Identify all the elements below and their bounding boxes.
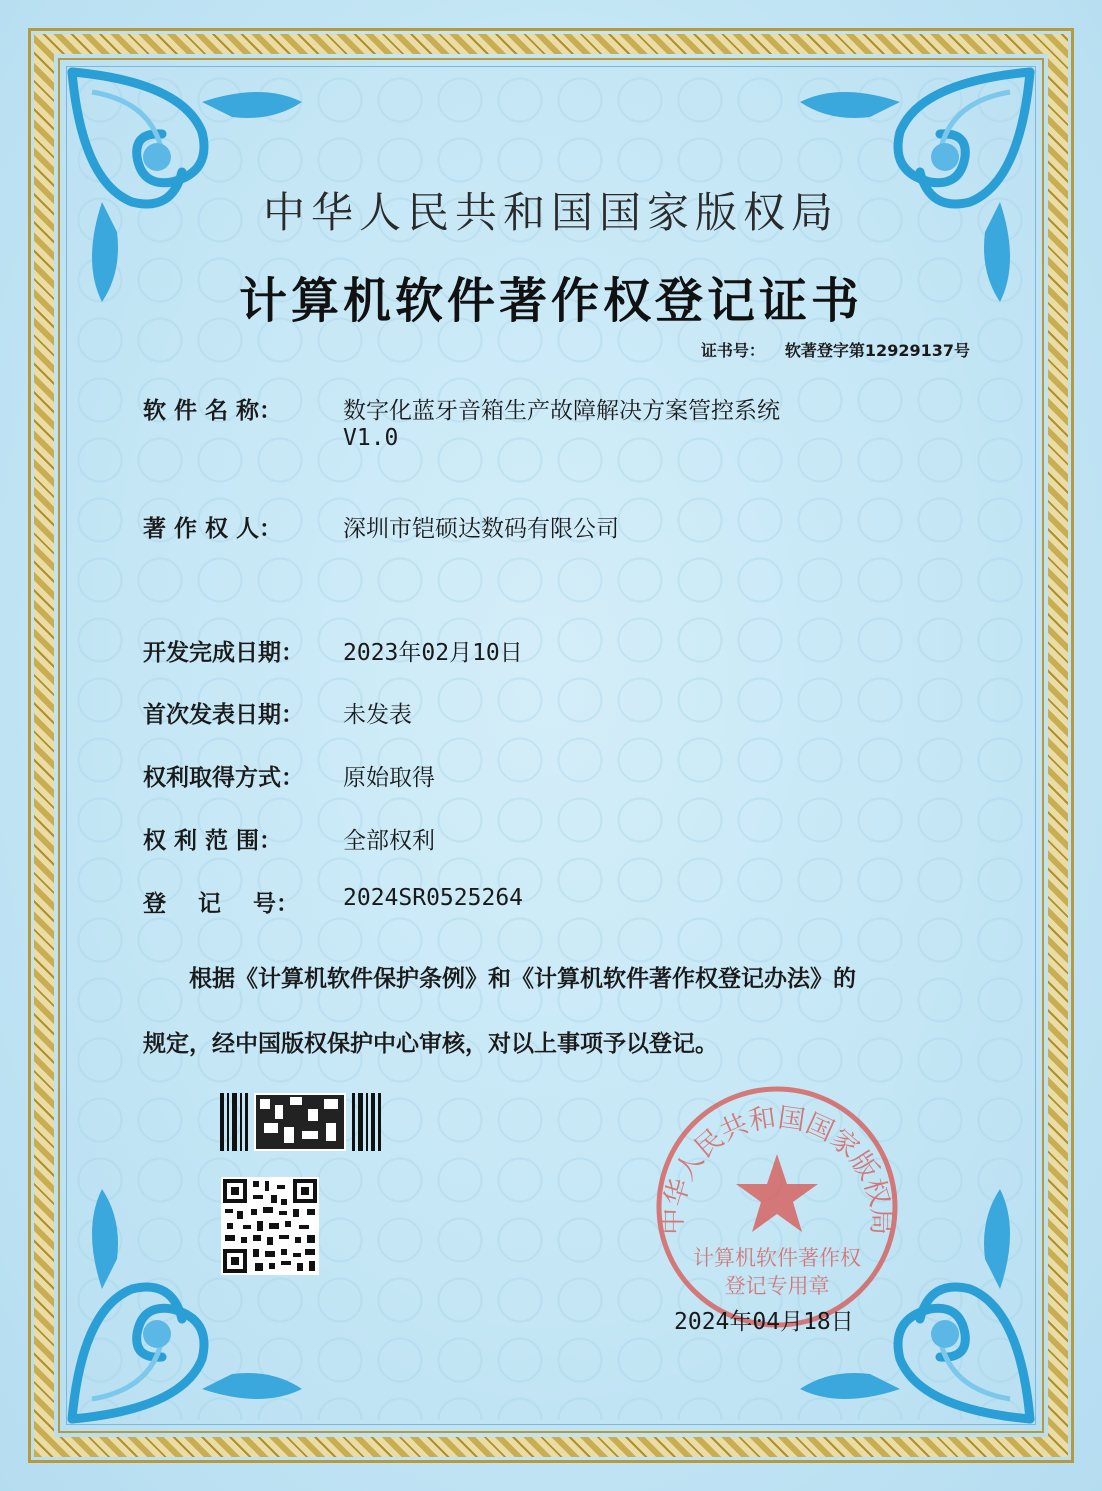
field-label: 权 利 范 围： <box>143 828 283 854</box>
certificate-number-label: 证书号： <box>700 341 765 360</box>
legal-basis-line1: 根据《计算机软件保护条例》和《计算机软件著作权登记办法》的 <box>189 966 856 992</box>
certificate-title: 计算机软件著作权登记证书 <box>238 273 863 329</box>
software-version-value: V1.0 <box>343 425 399 451</box>
legal-basis-line2: 规定，经中国版权保护中心审核，对以上事项予以登记。 <box>143 1031 718 1057</box>
field-label: 开发完成日期： <box>143 640 304 666</box>
field-value: 2024SR0525264 <box>343 885 524 911</box>
field-value: 原始取得 <box>343 765 435 791</box>
field-label: 登 记 号： <box>143 891 300 917</box>
barcode-icon <box>220 1093 382 1151</box>
field-software-name <box>143 392 780 451</box>
field-label: 权利取得方式： <box>143 765 304 791</box>
field-value: 全部权利 <box>343 828 435 854</box>
field-value: 深圳市铠硕达数码有限公司 <box>343 516 619 542</box>
certificate-number-value: 软著登字第12929137号 <box>784 341 970 360</box>
field-label: 著 作 权 人： <box>143 516 283 542</box>
qr-code-icon <box>221 1177 319 1275</box>
field-copyright-owner <box>143 510 619 543</box>
issue-date: 2024年04月18日 <box>674 1309 854 1335</box>
field-value <box>343 392 780 451</box>
field-rights-scope <box>143 822 435 855</box>
seal-ring-text: 中华人民共和国国家版权局 <box>657 1102 897 1236</box>
field-value: 未发表 <box>343 702 412 728</box>
field-completion-date <box>143 634 523 667</box>
software-name-value: 数字化蓝牙音箱生产故障解决方案管控系统 <box>343 398 780 424</box>
field-label: 首次发表日期： <box>143 702 304 728</box>
seal-line2: 登记专用章 <box>724 1274 830 1298</box>
field-label: 软 件 名 称： <box>143 398 283 424</box>
issuer-title: 中华人民共和国国家版权局 <box>262 188 839 237</box>
official-seal <box>652 1082 902 1332</box>
seal-line1: 计算机软件著作权 <box>693 1246 861 1270</box>
field-registration-number <box>143 885 523 918</box>
field-publication-date <box>143 696 412 729</box>
certificate-number <box>701 338 970 361</box>
field-acquisition-method <box>143 759 435 792</box>
field-value: 2023年02月10日 <box>343 640 523 666</box>
